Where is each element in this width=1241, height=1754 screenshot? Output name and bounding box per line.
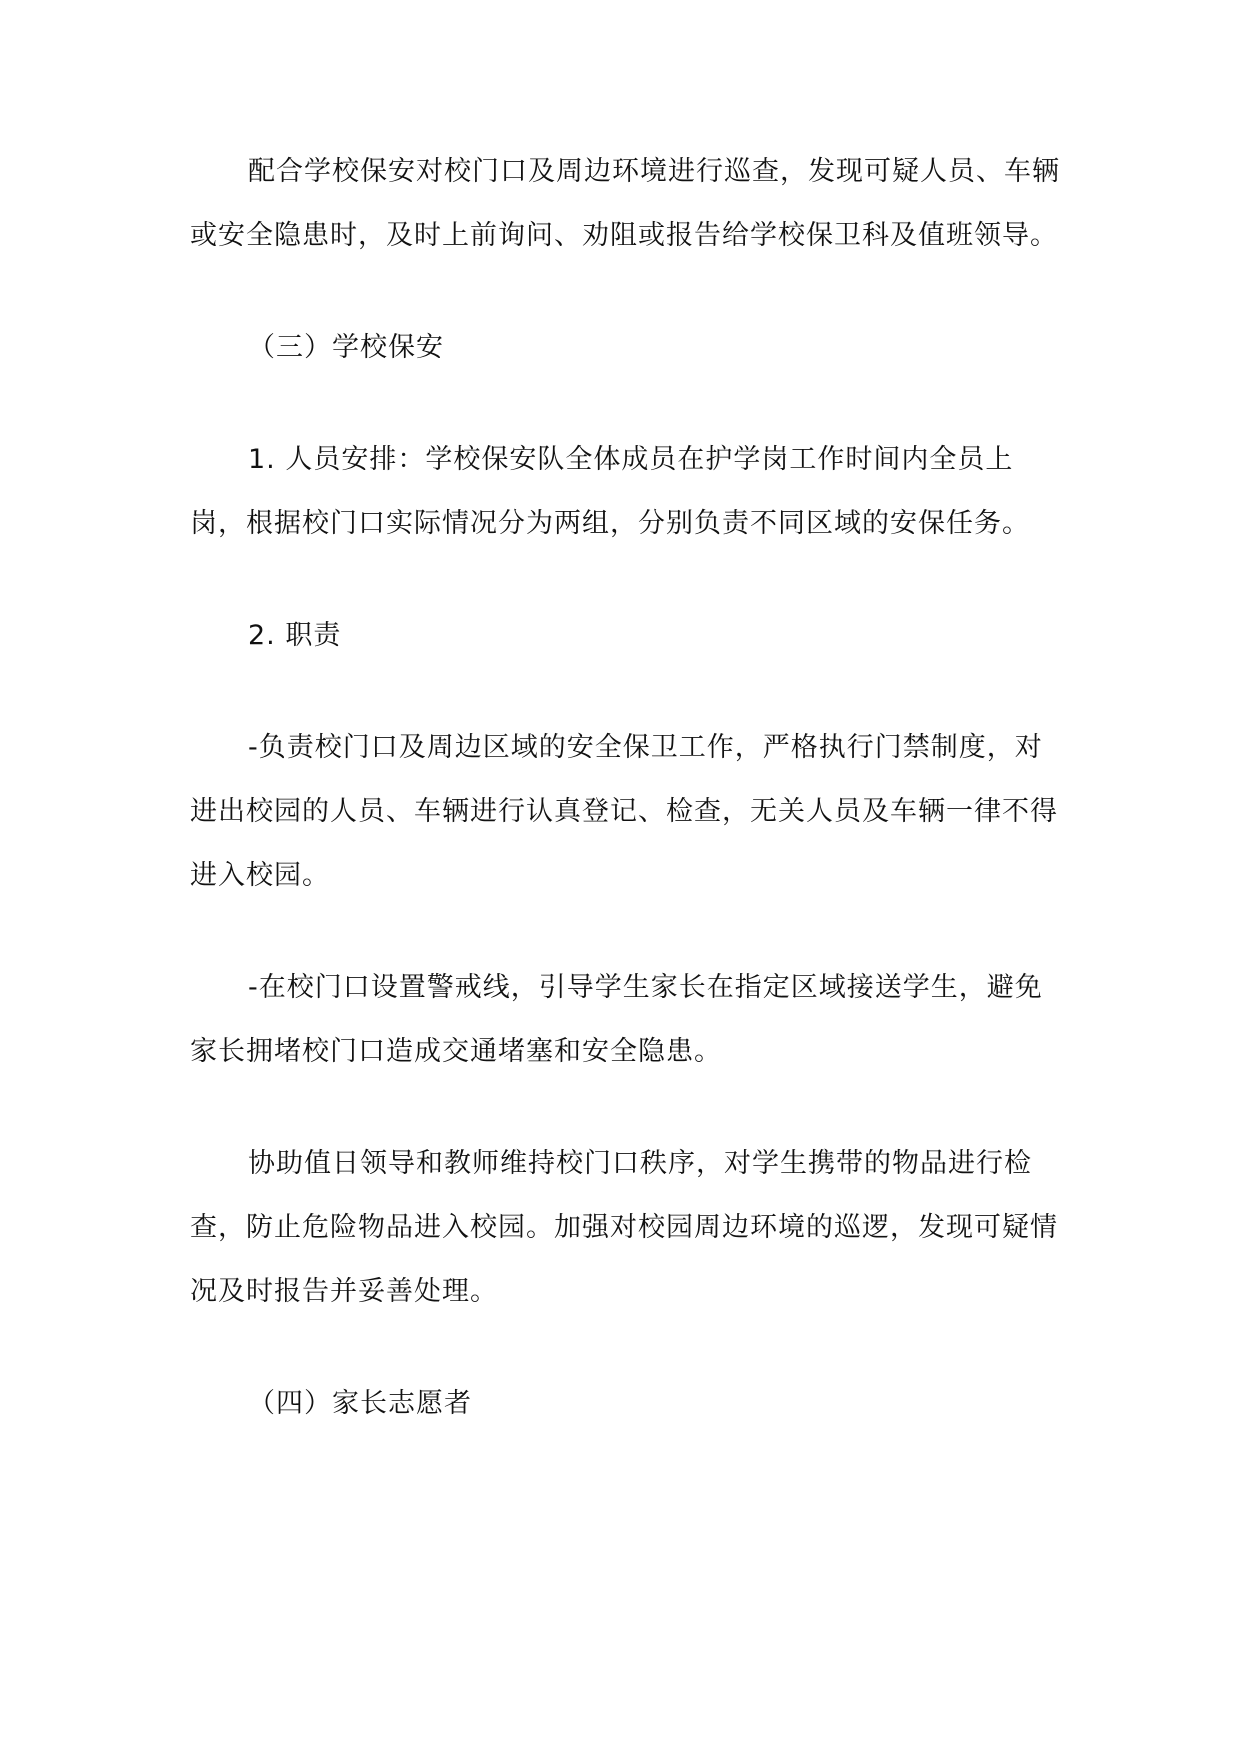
paragraph-duty-access-control: -负责校门口及周边区域的安全保卫工作，严格执行门禁制度，对进出校园的人员、车辆进行认真登记、检查，无关人员及车辆一律不得进入校园。 <box>190 732 1058 891</box>
paragraph-staffing: 1. 人员安排：学校保安队全体成员在护学岗工作时间内全员上岗，根据校门口实际情况分为两组，分别负责不同区域的安保任务。 <box>190 444 1030 539</box>
paragraph-patrol: 配合学校保安对校门口及周边环境进行巡查，发现可疑人员、车辆或安全隐患时，及时上前询问、劝阻或报告给学校保卫科及值班领导。 <box>190 156 1060 251</box>
section-heading-parent-volunteers: （四）家长志愿者 <box>248 1388 472 1419</box>
subheading-duties: 2. 职责 <box>248 620 342 651</box>
paragraph-assist-order: 协助值日领导和教师维持校门口秩序，对学生携带的物品进行检查，防止危险物品进入校园。加强对校园周边环境的巡逻，发现可疑情况及时报告并妥善处理。 <box>190 1148 1058 1307</box>
section-heading-school-security: （三）学校保安 <box>248 332 444 363</box>
paragraph-duty-cordon: -在校门口设置警戒线，引导学生家长在指定区域接送学生，避免家长拥堵校门口造成交通堵塞和安全隐患。 <box>190 972 1043 1067</box>
document-body <box>190 140 1060 1436</box>
